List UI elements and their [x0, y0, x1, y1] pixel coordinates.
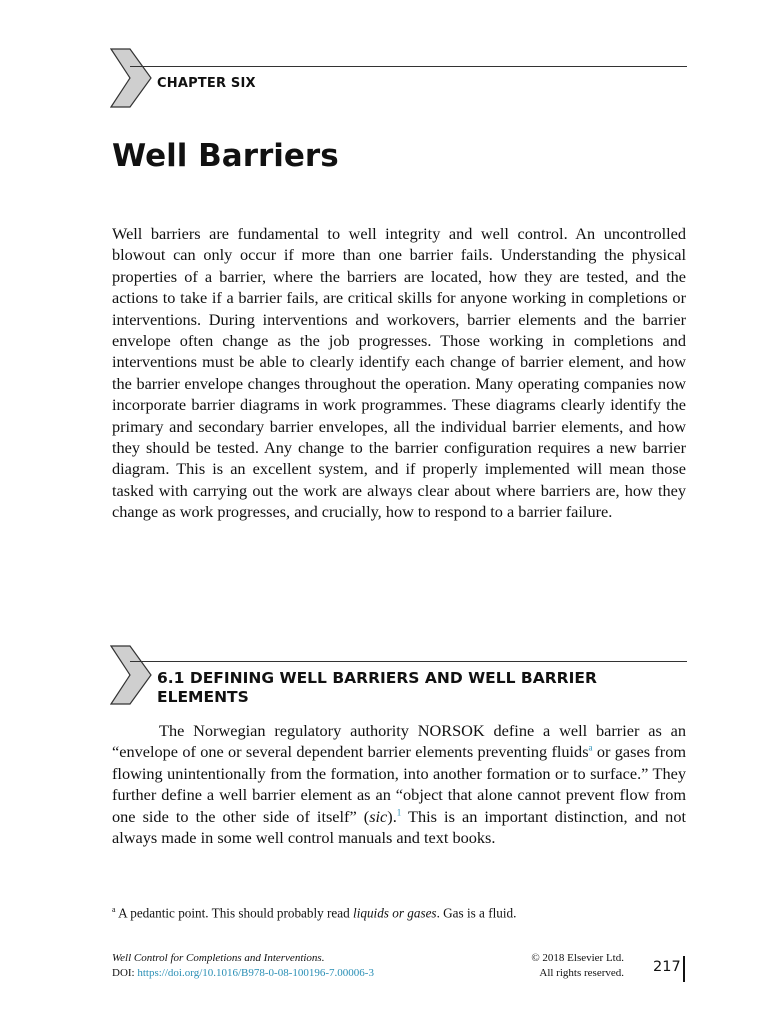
section-rule [130, 661, 687, 662]
section-text-part4: This is an important distinction, and not always made in some well control manuals and text books. [112, 806, 686, 848]
footnote-ref-a[interactable]: a [588, 742, 593, 753]
copyright-line: © 2018 Elsevier Ltd. [531, 952, 624, 964]
section-heading: 6.1 DEFINING WELL BARRIERS AND WELL BARRIER ELEMENTS [157, 669, 597, 706]
endnote-ref-1[interactable]: 1 [396, 807, 402, 818]
footer-citation [112, 951, 374, 980]
section-text [112, 720, 686, 848]
section-paragraph [112, 720, 686, 848]
chapter-label: CHAPTER SIX [157, 76, 256, 91]
section-text-part3: ). [387, 806, 397, 826]
section-text-part2: or gases from flowing unintentionally from the formation, into another formation or to surface.” They further define a well barrier element as an “object that alone cannot prevent flow from one side to the other side of itself” ( [112, 742, 687, 826]
chapter-rule [130, 66, 687, 67]
sic-italic: sic [369, 806, 388, 826]
chapter-chevron-icon [110, 48, 152, 108]
footer-book-title: Well Control for Completions and Interventions. [112, 952, 325, 964]
intro-paragraph [112, 223, 686, 523]
footer-doi [112, 966, 374, 981]
page-number-bar [683, 956, 685, 982]
page-number: 217 [653, 959, 681, 975]
footnote-mark: a [112, 905, 116, 914]
rights-line: All rights reserved. [539, 966, 624, 979]
footnote-text-before: A pedantic point. This should probably read [115, 905, 354, 921]
chapter-title: Well Barriers [112, 138, 339, 174]
footnote [112, 905, 516, 921]
doi-label: DOI: [112, 966, 138, 979]
section-chevron-icon [110, 645, 152, 705]
footnote-italic: liquids or gases [353, 905, 437, 921]
section-text-part1: The Norwegian regulatory authority NORSOK define a well barrier as an “envelope of one or several dependent barrier elements preventing fluids [112, 721, 686, 762]
intro-text: Well barriers are fundamental to well integrity and well control. An uncontrolled blowout can only occur if more than one barrier fails. Understanding the physical properties of a barrier, where the barriers are located, how they are tested, and the actions to take if a barrier fails, are critical skills for anyone working in completions or interventions. During interventions and workovers, barrier elements and the barrier envelope often change as the job progresses. Those working in completions and interventions must be able to clearly identify each change of barrier element, and how the barrier envelope changes throughout the operation. Many operating companies now incorporate barrier diagrams in work programmes. These diagrams clearly identify the primary and secondary barrier envelopes, all the individual barrier elements, and how they should be tested. Any change to the barrier configuration requires a new barrier diagram. This is an excellent system, and if properly implemented will mean those tasked with carrying out the work are always clear about where barriers are, how they change as work progresses, and crucially, how to respond to a barrier failure. [112, 224, 686, 522]
doi-link[interactable]: https://doi.org/10.1016/B978-0-08-100196-7.00006-3 [137, 966, 374, 979]
footer-copyright [496, 951, 624, 980]
footnote-text-after: . Gas is a fluid. [436, 905, 517, 921]
